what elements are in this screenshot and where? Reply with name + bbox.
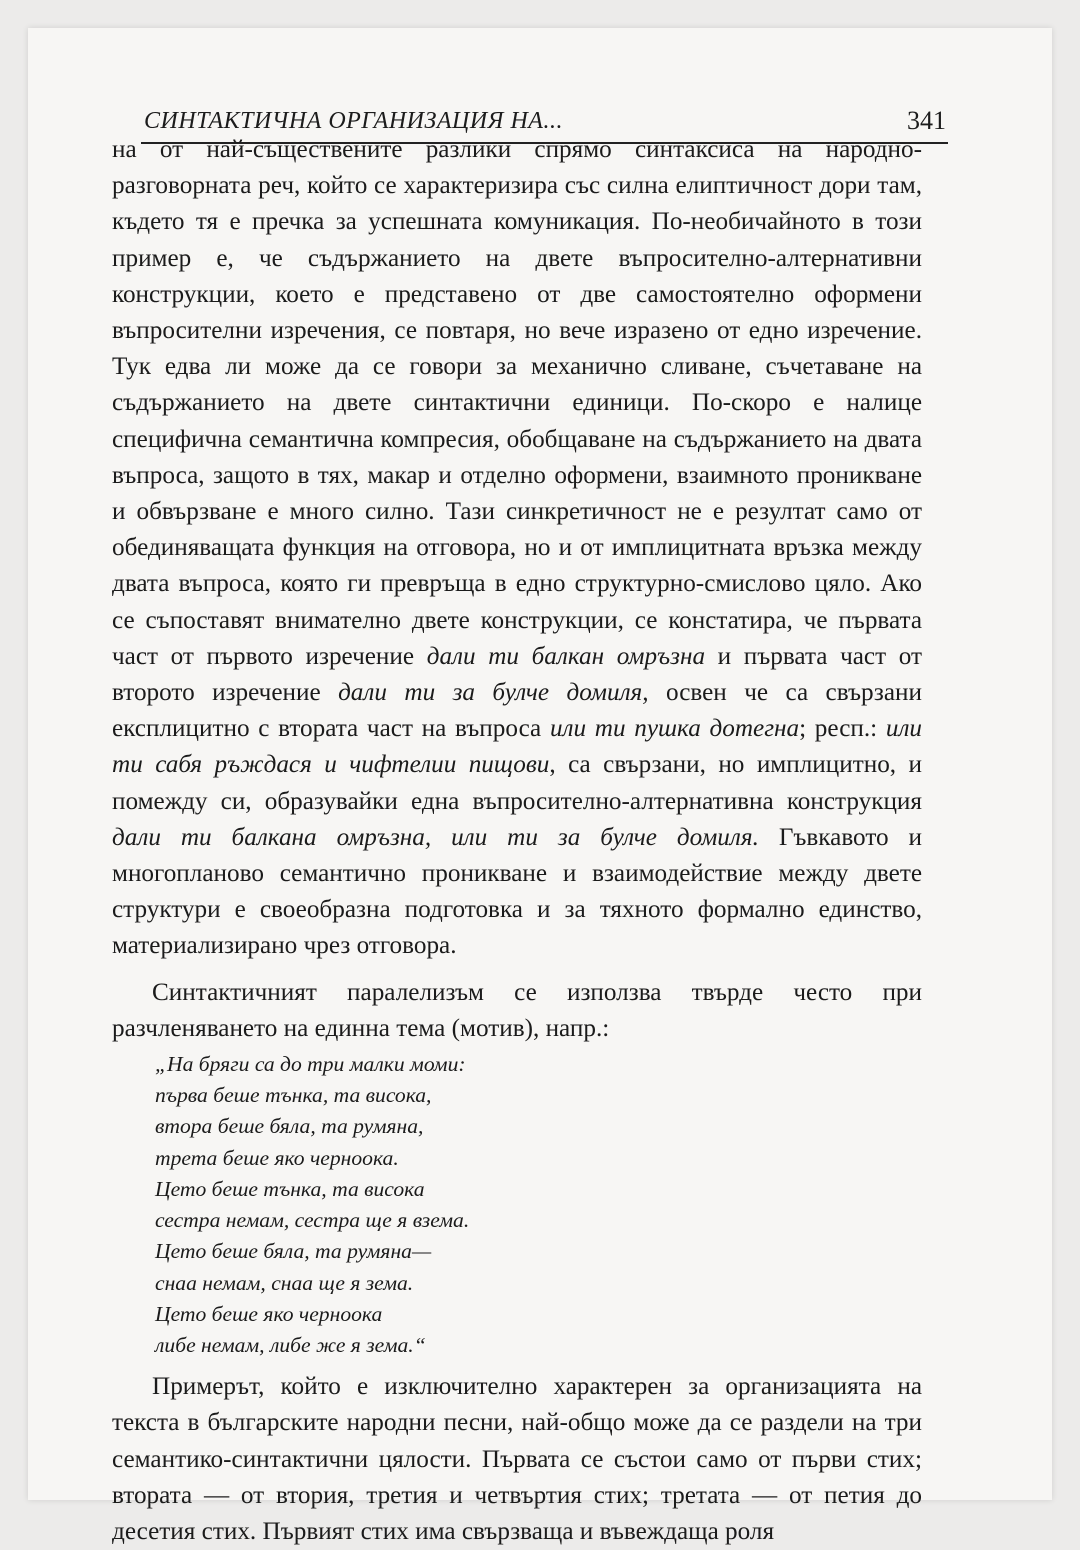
verse-line: либе немам, либе же я зема.“ xyxy=(155,1332,426,1357)
quote-sabya-razhdasa: или ти сабя ръждася и чифтелии пищови xyxy=(112,715,923,779)
paragraph-2: Синтактичният паралелизъм се използва твърде често при разчленяването на единна тема (мотив), напр.: xyxy=(112,978,922,1042)
quote-combined-construction: дали ти балкана омръзна, или ти за булче домиля. xyxy=(112,823,759,851)
verse-line: сестра немам, сестра ще я взема. xyxy=(155,1208,470,1233)
quote-pushka-dotegna: или ти пушка дотегна xyxy=(549,715,800,743)
paragraph-1-text-3: освен че са свързани експлицитно с втората част на въпроса xyxy=(112,679,923,743)
paragraph-1-text-2: и първата част от второто изречение xyxy=(112,642,922,707)
verse-line: втора беше бяла, та румяна, xyxy=(155,1114,424,1139)
verse-line: Цето беше яко черноока xyxy=(155,1301,383,1326)
verse-line: снаа немам, снаа ще я зема. xyxy=(155,1270,414,1295)
quote-balkan-omrazna: дали ти балкан омръзна xyxy=(426,642,706,670)
paragraph-1-text-1: на от най-съществените разлики спрямо синтаксиса на народно-разговорната реч, който се характеризира със силна елиптичност дори там, където тя е пречка за успешната комуникация. По-необичайното в този пример е, че съдържанието на двете въпросително-алтернативни конструкции, което е представено от две самостоятелно оформени въпросителни изречения, се повтаря, но вече изразено от едно изречение. Тук едва ли може да се говори за механично сливане, съчетаване на съдържанието на двете синтактични единици. По-скоро е налице специфична семантична компресия, обобщаване на съдържанието на двата въпроса, защото в тях, макар и отделно оформени, взаимното проникване и обвързване е много силно. Тази синкретичност не е резултат само от обединяващата функция на отговора, но и от имплицитната връзка между двата въпроса, която ги превръща в едно структурно-смислово цяло. Ако се съпоставят внимателно двете конструкции, се констатира, че първата част от първото изречение xyxy=(112,136,922,670)
running-head: СИНТАКТИЧНА ОРГАНИЗАЦИЯ НА... xyxy=(144,108,563,134)
verse-line: „На бряги са до три малки моми: xyxy=(155,1052,466,1077)
paragraph-1-text-5: , са свързани, но имплицитно, и помежду си, образувайки една въпросително-алтернативна конструкция xyxy=(112,751,922,815)
paragraph-1-text-6: Гъвкавото и многопланово семантично проникване и взаимодействие между двете структури е своеобразна подготовка и за тяхното формално единство, материализирано чрез отговора. xyxy=(112,823,922,960)
verse-line: трета беше яко черноока. xyxy=(155,1145,399,1170)
verse-line: първа беше тънка, та висока, xyxy=(155,1083,432,1108)
verse-line: Цето беше бяла, та румяна— xyxy=(155,1239,432,1264)
paragraph-3: Примерът, който е изключително характерен за организацията на текста в българските народни песни, най-общо може да се раздели на три семантико-синтактични цялости. Първата се състои само от първи стих; втората — от втория, третия и четвъртия стих; третата — от петия до десетия стих. Първият стих има свързваща и въвеждаща роля xyxy=(112,1373,922,1545)
paragraph-1 xyxy=(112,132,922,965)
quote-za-bulche-domilya: дали ти за булче домиля, xyxy=(338,679,649,707)
page-number: 341 xyxy=(907,106,946,135)
paragraph-1-text-4: ; респ.: xyxy=(799,715,886,743)
page-body xyxy=(112,132,922,1550)
folk-song-verse xyxy=(112,1049,922,1361)
verse-line: Цето беше тънка, та висока xyxy=(155,1176,425,1201)
